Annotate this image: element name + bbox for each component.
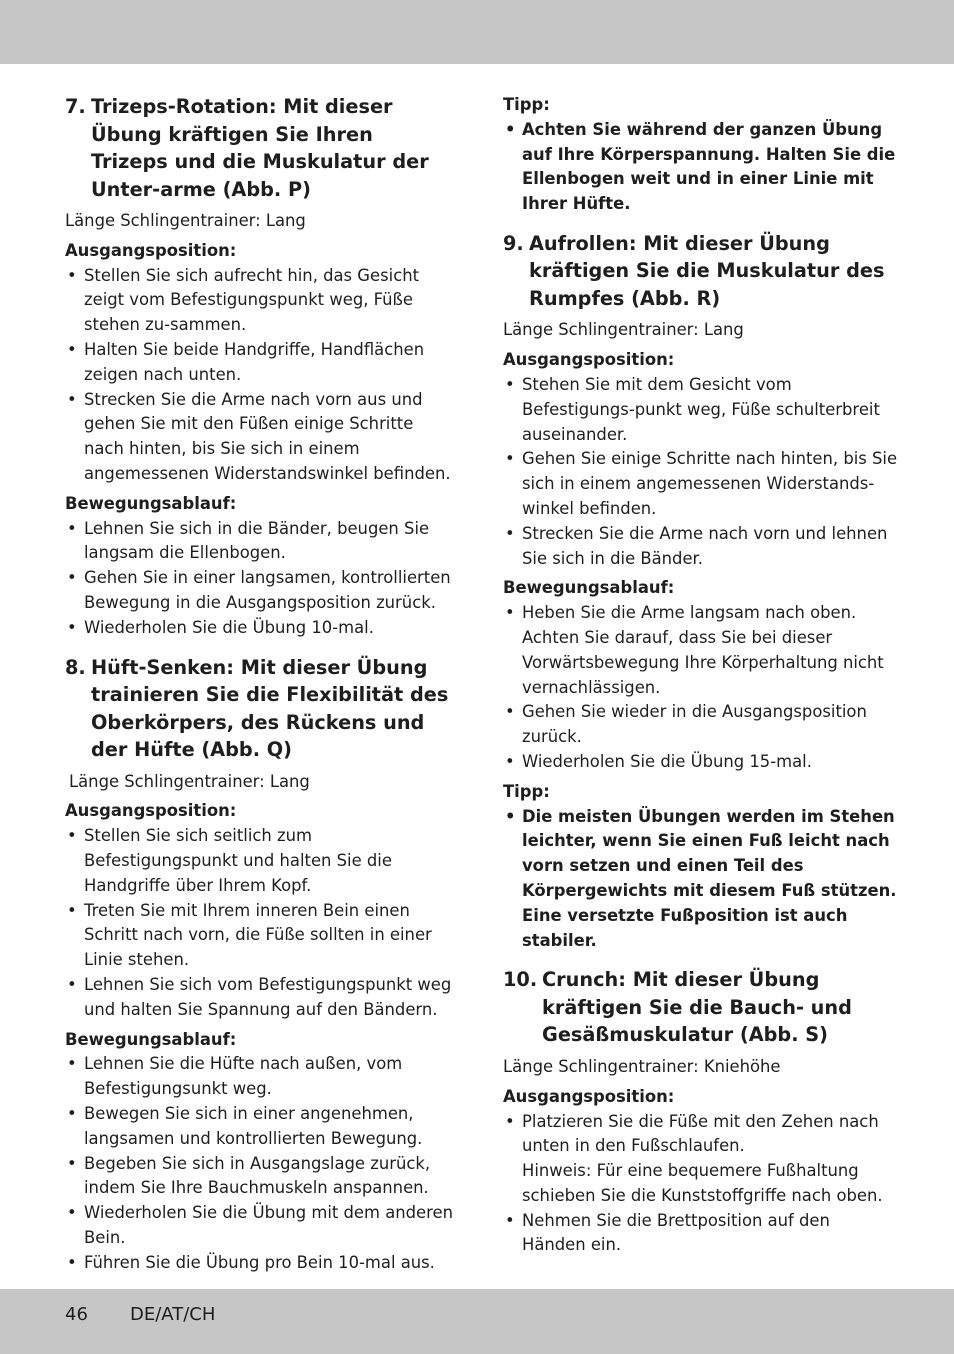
section-9-move-list (503, 601, 898, 775)
tip-2-label: Tipp: (503, 781, 550, 801)
section-8-move-label: Bewegungsablauf: (65, 1029, 237, 1049)
page-number: 46 (65, 1304, 88, 1325)
section-8-heading: 8. Hüft-Senken: Mit dieser Übung trainieren Sie die Flexibilität des Oberkörpers, des Rückens und der Hüfte (Abb. Q) (65, 655, 449, 762)
list-item: • Strecken Sie die Arme nach vorn aus und gehen Sie mit den Füßen einige Schritte nach hinten, bis Sie sich in einem angemessenen Widerstandswinkel befinden. (67, 389, 451, 483)
section-7-heading: 7. Trizeps-Rotation: Mit dieser Übung kräftigen Sie Ihren Trizeps und die Muskulatur der Unter-arme (Abb. P) (65, 95, 429, 201)
header-bar (0, 0, 954, 64)
section-7-length: Länge Schlingentrainer: Lang (65, 211, 306, 230)
list-item: • Platzieren Sie die Füße mit den Zehen nach unten in den Fußschlaufen. Hinweis: Für eine bequemere Fußhaltung schieben Sie die Kunststoffgriffe nach oben. (503, 1110, 898, 1209)
list-item: • Lehnen Sie sich vom Befestigungspunkt weg und halten Sie Spannung auf den Bändern. (67, 974, 452, 1019)
list-item: • Gehen Sie wieder in die Ausgangsposition zurück. (505, 702, 867, 747)
list-item: • Lehnen Sie sich in die Bänder, beugen Sie langsam die Ellenbogen. (67, 518, 430, 563)
section-8-start-label: Ausgangsposition: (65, 801, 237, 821)
section-8-start-list (65, 824, 455, 1022)
list-item: • Führen Sie die Übung pro Bein 10-mal aus. (67, 1252, 435, 1272)
tip-1-list (503, 118, 898, 217)
section-7-move-list (65, 517, 455, 641)
list-item: • Wiederholen Sie die Übung 10-mal. (67, 617, 374, 637)
tip-2-list (503, 805, 898, 954)
hint-note: Hinweis: Für eine bequemere Fußhaltung schieben Sie die Kunststoffgriffe nach oben. (522, 1161, 883, 1205)
list-item: • Achten Sie während der ganzen Übung auf Ihre Körperspannung. Halten Sie die Ellenbogen weit und in einer Linie mit Ihrer Hüfte. (505, 119, 896, 214)
list-item: • Stellen Sie sich aufrecht hin, das Gesicht zeigt vom Befestigungspunkt weg, Füße stehen zu-sammen. (67, 265, 420, 335)
section-9-heading: 9. Aufrollen: Mit dieser Übung kräftigen Sie die Muskulatur des Rumpfes (Abb. R) (503, 231, 885, 310)
list-item: • Halten Sie beide Handgriffe, Handflächen zeigen nach unten. (67, 339, 425, 384)
section-9-start-list (503, 373, 898, 571)
list-item: • Nehmen Sie die Brettposition auf den Händen ein. (505, 1210, 830, 1255)
region-label: DE/AT/CH (130, 1304, 216, 1325)
list-item: • Gehen Sie in einer langsamen, kontrollierten Bewegung in die Ausgangsposition zurück. (67, 568, 451, 612)
section-8-length: Länge Schlingentrainer: Lang (69, 771, 310, 791)
section-10-start-label: Ausgangsposition: (503, 1086, 675, 1106)
list-item: • Lehnen Sie die Hüfte nach außen, vom Befestigungsunkt weg. (67, 1054, 403, 1099)
section-7-start-list (65, 264, 455, 487)
list-item: • Wiederholen Sie die Übung mit dem anderen Bein. (67, 1203, 453, 1247)
list-item: • Treten Sie mit Ihrem inneren Bein einen Schritt nach vorn, die Füße sollten in einer Linie stehen. (67, 900, 432, 970)
section-9-move-label: Bewegungsablauf: (503, 578, 675, 598)
section-7-move-label: Bewegungsablauf: (65, 493, 237, 513)
list-item: • Strecken Sie die Arme nach vorn und lehnen Sie sich in die Bänder. (505, 523, 888, 568)
left-column (65, 93, 455, 1275)
section-10-start-list (503, 1110, 898, 1259)
list-item: • Gehen Sie einige Schritte nach hinten, bis Sie sich in einem angemessenen Widerstands-winkel befinden. (505, 449, 898, 519)
list-item: • Heben Sie die Arme langsam nach oben. Achten Sie darauf, dass Sie bei dieser Vorwärtsbewegung Ihre Körperhaltung nicht vernachlässigen. (505, 603, 884, 697)
list-item: • Begeben Sie sich in Ausgangslage zurück, indem Sie Ihre Bauchmuskeln anspannen. (67, 1153, 431, 1198)
section-9-start-label: Ausgangsposition: (503, 350, 675, 370)
list-item: • Stehen Sie mit dem Gesicht vom Befestigungs-punkt weg, Füße schulterbreit auseinander. (505, 375, 880, 444)
list-item: • Die meisten Übungen werden im Stehen leichter, wenn Sie einen Fuß leicht nach vorn setzen und einen Teil des Körpergewichts mit diesem Fuß stützen. Eine versetzte Fußposition ist auch stabiler. (505, 806, 897, 950)
section-10-heading: 10. Crunch: Mit dieser Übung kräftigen Sie die Bauch- und Gesäßmuskulatur (Abb. S) (503, 968, 852, 1047)
list-item: • Bewegen Sie sich in einer angenehmen, langsamen und kontrollierten Bewegung. (67, 1103, 423, 1148)
tip-1-label: Tipp: (503, 95, 550, 114)
section-10-length: Länge Schlingentrainer: Kniehöhe (503, 1056, 781, 1076)
section-9-length: Länge Schlingentrainer: Lang (503, 320, 744, 340)
right-column (503, 93, 898, 1258)
list-item: • Wiederholen Sie die Übung 15-mal. (505, 752, 812, 772)
section-7-start-label: Ausgangsposition: (65, 240, 237, 260)
section-8-move-list (65, 1052, 455, 1275)
list-item: • Stellen Sie sich seitlich zum Befestigungspunkt und halten Sie die Handgriffe über Ihrem Kopf. (67, 826, 392, 895)
